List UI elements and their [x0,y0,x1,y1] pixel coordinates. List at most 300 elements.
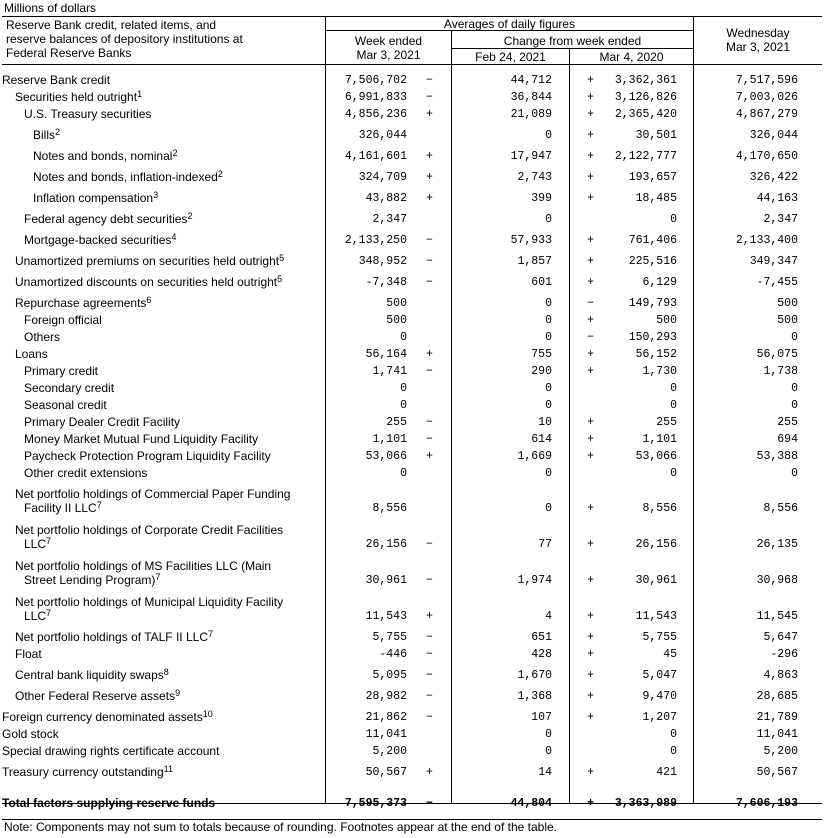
row-label-text: Float [15,647,42,661]
row-label [2,121,326,142]
row-label-text: Treasury currency outstanding [2,765,164,779]
row-label [2,480,326,515]
row-label [2,361,326,378]
week-average-value: 50,567 [365,766,407,779]
week-average-value: 43,882 [365,192,407,205]
table-row [2,289,822,310]
change-2-value: 18,485 [635,192,677,205]
week-average-value: 11,041 [365,728,407,741]
change-1-sign: − [426,797,433,810]
row-label [2,429,326,446]
wednesday-value: 11,041 [756,728,798,741]
change-2-value: 225,516 [628,255,677,268]
change-1-value: 21,089 [510,108,552,121]
data-table [2,70,822,810]
change-1-value: 0 [545,399,552,412]
row-label-line-2 [15,609,326,623]
table-row [2,429,822,446]
wednesday-value: 30,968 [756,574,798,587]
row-label-text: Other Federal Reserve assets [15,689,176,703]
change-2-value: 500 [656,314,677,327]
row-label-text: Facility II LLC [24,501,97,515]
row-label [2,682,326,703]
change-col-1-header: Feb 24, 2021 [475,50,546,64]
footnote-ref: 1 [137,89,143,99]
footnote-ref: 7 [96,500,102,510]
change-1-value: 755 [531,348,552,361]
row-label-text: Total factors supplying reserve funds [2,796,216,810]
change-2-sign: + [587,574,594,587]
row-label-text: U.S. Treasury securities [24,107,152,121]
wednesday-header [694,26,822,54]
change-2-sign: + [587,150,594,163]
change-2-sign: + [587,610,594,623]
change-2-sign: + [587,255,594,268]
change-1-value: 44,804 [510,797,552,810]
week-average-value: 6,991,833 [344,91,407,104]
change-1-sign [407,327,452,344]
table-row [2,184,822,205]
row-label-text: Reserve Bank credit [2,73,111,87]
week-average-value: 21,862 [365,711,407,724]
stub-header-line-3: Federal Reserve Banks [6,46,132,60]
wednesday-date: Mar 3, 2021 [725,40,791,54]
change-1-sign: + [426,171,433,184]
change-2-value: 421 [656,766,677,779]
change-1-value: 2,743 [517,171,552,184]
row-label [2,70,326,87]
row-label-text: Other credit extensions [24,466,148,480]
wednesday-value: 326,422 [749,171,798,184]
table-row [2,378,822,395]
row-label-text: Loans [15,347,48,361]
row-label-text: Primary Dealer Credit Facility [24,415,181,429]
rule-header-bottom [2,64,822,65]
week-average-value: 2,133,250 [344,234,407,247]
footnote-ref: 5 [277,274,283,284]
change-1-value: 428 [531,648,552,661]
week-average-value: 0 [400,467,407,480]
change-2-value: 5,047 [642,669,677,682]
change-2-sign [552,395,596,412]
stub-header-line-2: reserve balances of depository institutions at [6,32,243,46]
change-1-sign [407,289,452,310]
table-row [2,446,822,463]
change-2-sign: + [587,365,594,378]
table-row [2,703,822,724]
change-2-value: 8,556 [642,502,677,515]
change-1-sign [407,205,452,226]
wednesday-value: 4,863 [763,669,798,682]
row-label-text: Securities held outright [15,90,138,104]
row-label [2,741,326,758]
table-row [2,327,822,344]
footnote-ref: 2 [217,169,223,179]
change-2-value: 45 [663,648,677,661]
wednesday-value: 1,738 [763,365,798,378]
change-1-sign [407,741,452,758]
change-1-sign: − [426,574,433,587]
row-label-text: LLC [24,537,47,551]
week-average-value: 4,161,601 [344,150,407,163]
change-1-sign: + [426,766,433,779]
table-row [2,87,822,104]
change-2-sign: + [587,91,594,104]
change-1-value: 77 [538,538,552,551]
change-2-value: 0 [670,382,677,395]
week-average-value: 2,347 [372,213,407,226]
row-label-text: Unamortized premiums on securities held outright [15,254,280,268]
change-2-value: 0 [670,213,677,226]
change-2-sign: + [587,108,594,121]
week-average-value: 500 [386,314,407,327]
change-1-sign: + [426,450,433,463]
wednesday-value: 7,003,026 [735,91,798,104]
week-average-value: 348,952 [358,255,407,268]
week-average-value: -446 [379,648,407,661]
row-label-text: Notes and bonds, nominal [33,149,173,163]
row-label-text: Special drawing rights certificate account [2,744,220,758]
row-label [2,779,326,810]
table-row [2,587,822,623]
table-row [2,682,822,703]
change-1-value: 399 [531,192,552,205]
change-1-sign: − [426,234,433,247]
week-average-value: 0 [400,399,407,412]
row-label-text: Central bank liquidity swaps [15,668,164,682]
row-label-text: Secondary credit [24,381,115,395]
row-label [2,703,326,724]
table-row [2,661,822,682]
rule-under-change [452,48,693,49]
change-2-value: 3,363,989 [614,797,677,810]
change-2-value: 1,730 [642,365,677,378]
row-label [2,344,326,361]
table-row [2,247,822,268]
table-row [2,142,822,163]
wednesday-value: 0 [791,382,798,395]
change-1-sign: − [426,433,433,446]
footnote-ref: 3 [153,190,159,200]
change-1-value: 1,670 [517,669,552,682]
wednesday-value: 500 [777,297,798,310]
change-1-sign [407,121,452,142]
week-average-value: 0 [400,331,407,344]
footnote-ref: 7 [208,629,214,639]
row-label-text: Street Lending Program) [24,573,156,587]
row-label-text: LLC [24,609,47,623]
week-average-value: 324,709 [358,171,407,184]
wednesday-value: 694 [777,433,798,446]
change-2-value: 53,066 [635,450,677,463]
row-label [2,327,326,344]
stub-header-line-1: Reserve Bank credit, related items, and [6,18,217,32]
change-2-sign: + [587,234,594,247]
change-1-value: 36,844 [510,91,552,104]
footnote-ref: 6 [146,295,152,305]
wednesday-value: 8,556 [763,502,798,515]
change-1-value: 0 [545,467,552,480]
change-1-sign [407,378,452,395]
change-2-sign: + [587,648,594,661]
week-average-value: 326,044 [358,129,407,142]
change-1-value: 1,974 [517,574,552,587]
change-2-sign: + [587,314,594,327]
change-1-sign: − [426,91,433,104]
row-label [2,205,326,226]
table-row [2,268,822,289]
row-label [2,184,326,205]
change-1-value: 1,669 [517,450,552,463]
wednesday-label: Wednesday [726,26,790,40]
wednesday-value: 26,135 [756,538,798,551]
row-label-text: Foreign currency denominated assets [2,710,203,724]
wednesday-value: 7,606,193 [735,797,798,810]
row-label [2,247,326,268]
change-2-value: 30,961 [635,574,677,587]
row-label-line-1: Net portfolio holdings of Municipal Liquidity Facility [15,595,284,609]
change-2-value: 9,470 [642,690,677,703]
change-2-sign: + [587,669,594,682]
row-label-text: Paycheck Protection Program Liquidity Facility [24,449,271,463]
change-2-sign: + [587,711,594,724]
wednesday-value: 56,075 [756,348,798,361]
row-label [2,758,326,779]
change-2-sign: + [587,129,594,142]
change-1-sign: − [426,255,433,268]
footnote-ref: 10 [202,709,213,719]
wednesday-value: 5,200 [763,745,798,758]
table-row [2,205,822,226]
change-2-value: 149,793 [628,297,677,310]
change-1-value: 0 [545,129,552,142]
change-2-sign: + [587,171,594,184]
change-1-value: 0 [545,502,552,515]
change-2-value: 5,755 [642,631,677,644]
row-label [2,104,326,121]
change-1-value: 10 [538,416,552,429]
row-label [2,87,326,104]
table-row [2,463,822,480]
footnote-ref: 8 [163,667,169,677]
row-label-line-1: Net portfolio holdings of Commercial Paper Funding [15,487,291,501]
week-average-value: 26,156 [365,538,407,551]
week-average-value: 255 [386,416,407,429]
change-1-sign [407,480,452,515]
change-2-sign: + [587,348,594,361]
change-1-value: 0 [545,331,552,344]
wednesday-value: -7,455 [756,276,798,289]
change-1-value: 17,947 [510,150,552,163]
change-1-sign [407,724,452,741]
wednesday-value: -296 [770,648,798,661]
change-1-sign: − [426,538,433,551]
change-1-value: 651 [531,631,552,644]
change-col-2-header: Mar 4, 2020 [599,50,664,64]
wednesday-value: 326,044 [749,129,798,142]
row-label [2,163,326,184]
footnote-ref: 2 [187,211,193,221]
change-2-value: 6,129 [642,276,677,289]
table-row [2,758,822,779]
row-label-text: Inflation compensation [33,191,154,205]
row-label [2,142,326,163]
change-2-value: 193,657 [628,171,677,184]
row-label-text: Mortgage-backed securities [24,233,172,247]
row-label-text: Primary credit [24,364,99,378]
footnote-ref: 11 [163,764,173,774]
table-row [2,226,822,247]
change-2-value: 761,406 [628,234,677,247]
footnote-ref: 2 [172,148,178,158]
wednesday-value: 5,647 [763,631,798,644]
week-average-value: 0 [400,382,407,395]
row-label-text: Bills [33,128,56,142]
wednesday-value: 21,789 [756,711,798,724]
row-label [2,463,326,480]
wednesday-value: 500 [777,314,798,327]
change-2-sign: + [587,631,594,644]
row-label-text: Repurchase agreements [15,296,147,310]
footnote-ref: 7 [46,536,52,546]
wednesday-value: 0 [791,331,798,344]
wednesday-value: 50,567 [756,766,798,779]
footnote-ref: 7 [46,608,52,618]
change-2-value: 2,122,777 [614,150,677,163]
averages-header: Averages of daily figures [443,17,576,31]
change-1-value: 0 [545,314,552,327]
week-average-value: 7,595,373 [344,797,407,810]
wednesday-value: 7,517,596 [735,74,798,87]
row-label-text: Seasonal credit [24,398,107,412]
table-row [2,741,822,758]
wednesday-value: 255 [777,416,798,429]
change-1-value: 0 [545,745,552,758]
change-2-value: 3,362,361 [614,74,677,87]
change-1-sign: + [426,610,433,623]
row-label-text: Unamortized discounts on securities held outright [15,275,278,289]
change-1-sign: + [426,192,433,205]
change-2-value: 1,207 [642,711,677,724]
change-2-sign: + [587,276,594,289]
change-1-sign: + [426,348,433,361]
week-ended-header [326,34,451,62]
row-label [2,551,326,587]
change-2-sign: + [587,538,594,551]
change-2-value: 2,365,420 [614,108,677,121]
table-row [2,121,822,142]
week-ended-date: Mar 3, 2021 [356,48,421,62]
week-average-value: 5,095 [372,669,407,682]
change-1-value: 0 [545,213,552,226]
row-label-text: Foreign official [24,313,102,327]
change-2-value: 26,156 [635,538,677,551]
row-label-text: Notes and bonds, inflation-indexed [33,170,218,184]
change-2-sign: + [587,502,594,515]
row-label-text: Others [24,330,61,344]
change-2-sign [552,378,596,395]
row-label-line-1: Net portfolio holdings of Corporate Credit Facilities [15,523,284,537]
table-row [2,551,822,587]
change-1-sign: − [426,416,433,429]
week-average-value: 5,200 [372,745,407,758]
row-label-line-2 [15,537,326,551]
change-2-value: 255 [656,416,677,429]
change-2-value: 11,543 [635,610,677,623]
row-label [2,310,326,327]
change-1-value: 44,712 [510,74,552,87]
change-1-sign: + [426,150,433,163]
week-average-value: 53,066 [365,450,407,463]
change-2-value: 0 [670,745,677,758]
week-average-value: 1,741 [372,365,407,378]
row-label-text: Net portfolio holdings of TALF II LLC [15,630,208,644]
table-row [2,644,822,661]
week-average-value: 500 [386,297,407,310]
change-1-value: 0 [545,297,552,310]
footnote-note: Note: Components may not sum to totals because of rounding. Footnotes appear at the end of the table. [4,820,558,834]
change-1-value: 14 [538,766,552,779]
change-2-value: 0 [670,728,677,741]
wednesday-value: 2,347 [763,213,798,226]
wednesday-value: 0 [791,467,798,480]
wednesday-value: 0 [791,399,798,412]
footnote-ref: 9 [175,688,181,698]
wednesday-value: 53,388 [756,450,798,463]
change-2-sign: + [587,766,594,779]
change-2-sign [552,205,596,226]
row-label [2,226,326,247]
table-row [2,395,822,412]
change-2-sign: + [587,797,594,810]
row-label-text: Money Market Mutual Fund Liquidity Facility [24,432,259,446]
wednesday-value: 2,133,400 [735,234,798,247]
footnote-ref: 2 [55,127,61,137]
change-1-sign [407,395,452,412]
change-2-value: 150,293 [628,331,677,344]
row-label [2,395,326,412]
change-from-header: Change from week ended [503,34,642,48]
table-row [2,310,822,327]
change-1-value: 1,857 [517,255,552,268]
table-row [2,70,822,87]
change-1-sign: − [426,669,433,682]
wednesday-value: 44,163 [756,192,798,205]
change-1-sign: − [426,690,433,703]
footnote-ref: 4 [171,232,177,242]
footnote-ref: 7 [155,572,161,582]
change-1-sign [407,463,452,480]
row-label-line-2 [15,573,326,587]
wednesday-value: 11,545 [756,610,798,623]
table-row [2,412,822,429]
change-1-value: 107 [531,711,552,724]
table-row [2,344,822,361]
wednesday-value: 4,867,279 [735,108,798,121]
change-1-value: 290 [531,365,552,378]
row-label-text: Federal agency debt securities [24,212,188,226]
change-2-value: 30,501 [635,129,677,142]
change-2-value: 0 [670,399,677,412]
stub-header [6,18,243,60]
change-2-sign [552,724,596,741]
change-2-value: 56,152 [635,348,677,361]
change-1-value: 614 [531,433,552,446]
week-average-value: 5,755 [372,631,407,644]
wednesday-value: 28,685 [756,690,798,703]
wednesday-value: 4,170,650 [735,150,798,163]
change-2-value: 1,101 [642,433,677,446]
